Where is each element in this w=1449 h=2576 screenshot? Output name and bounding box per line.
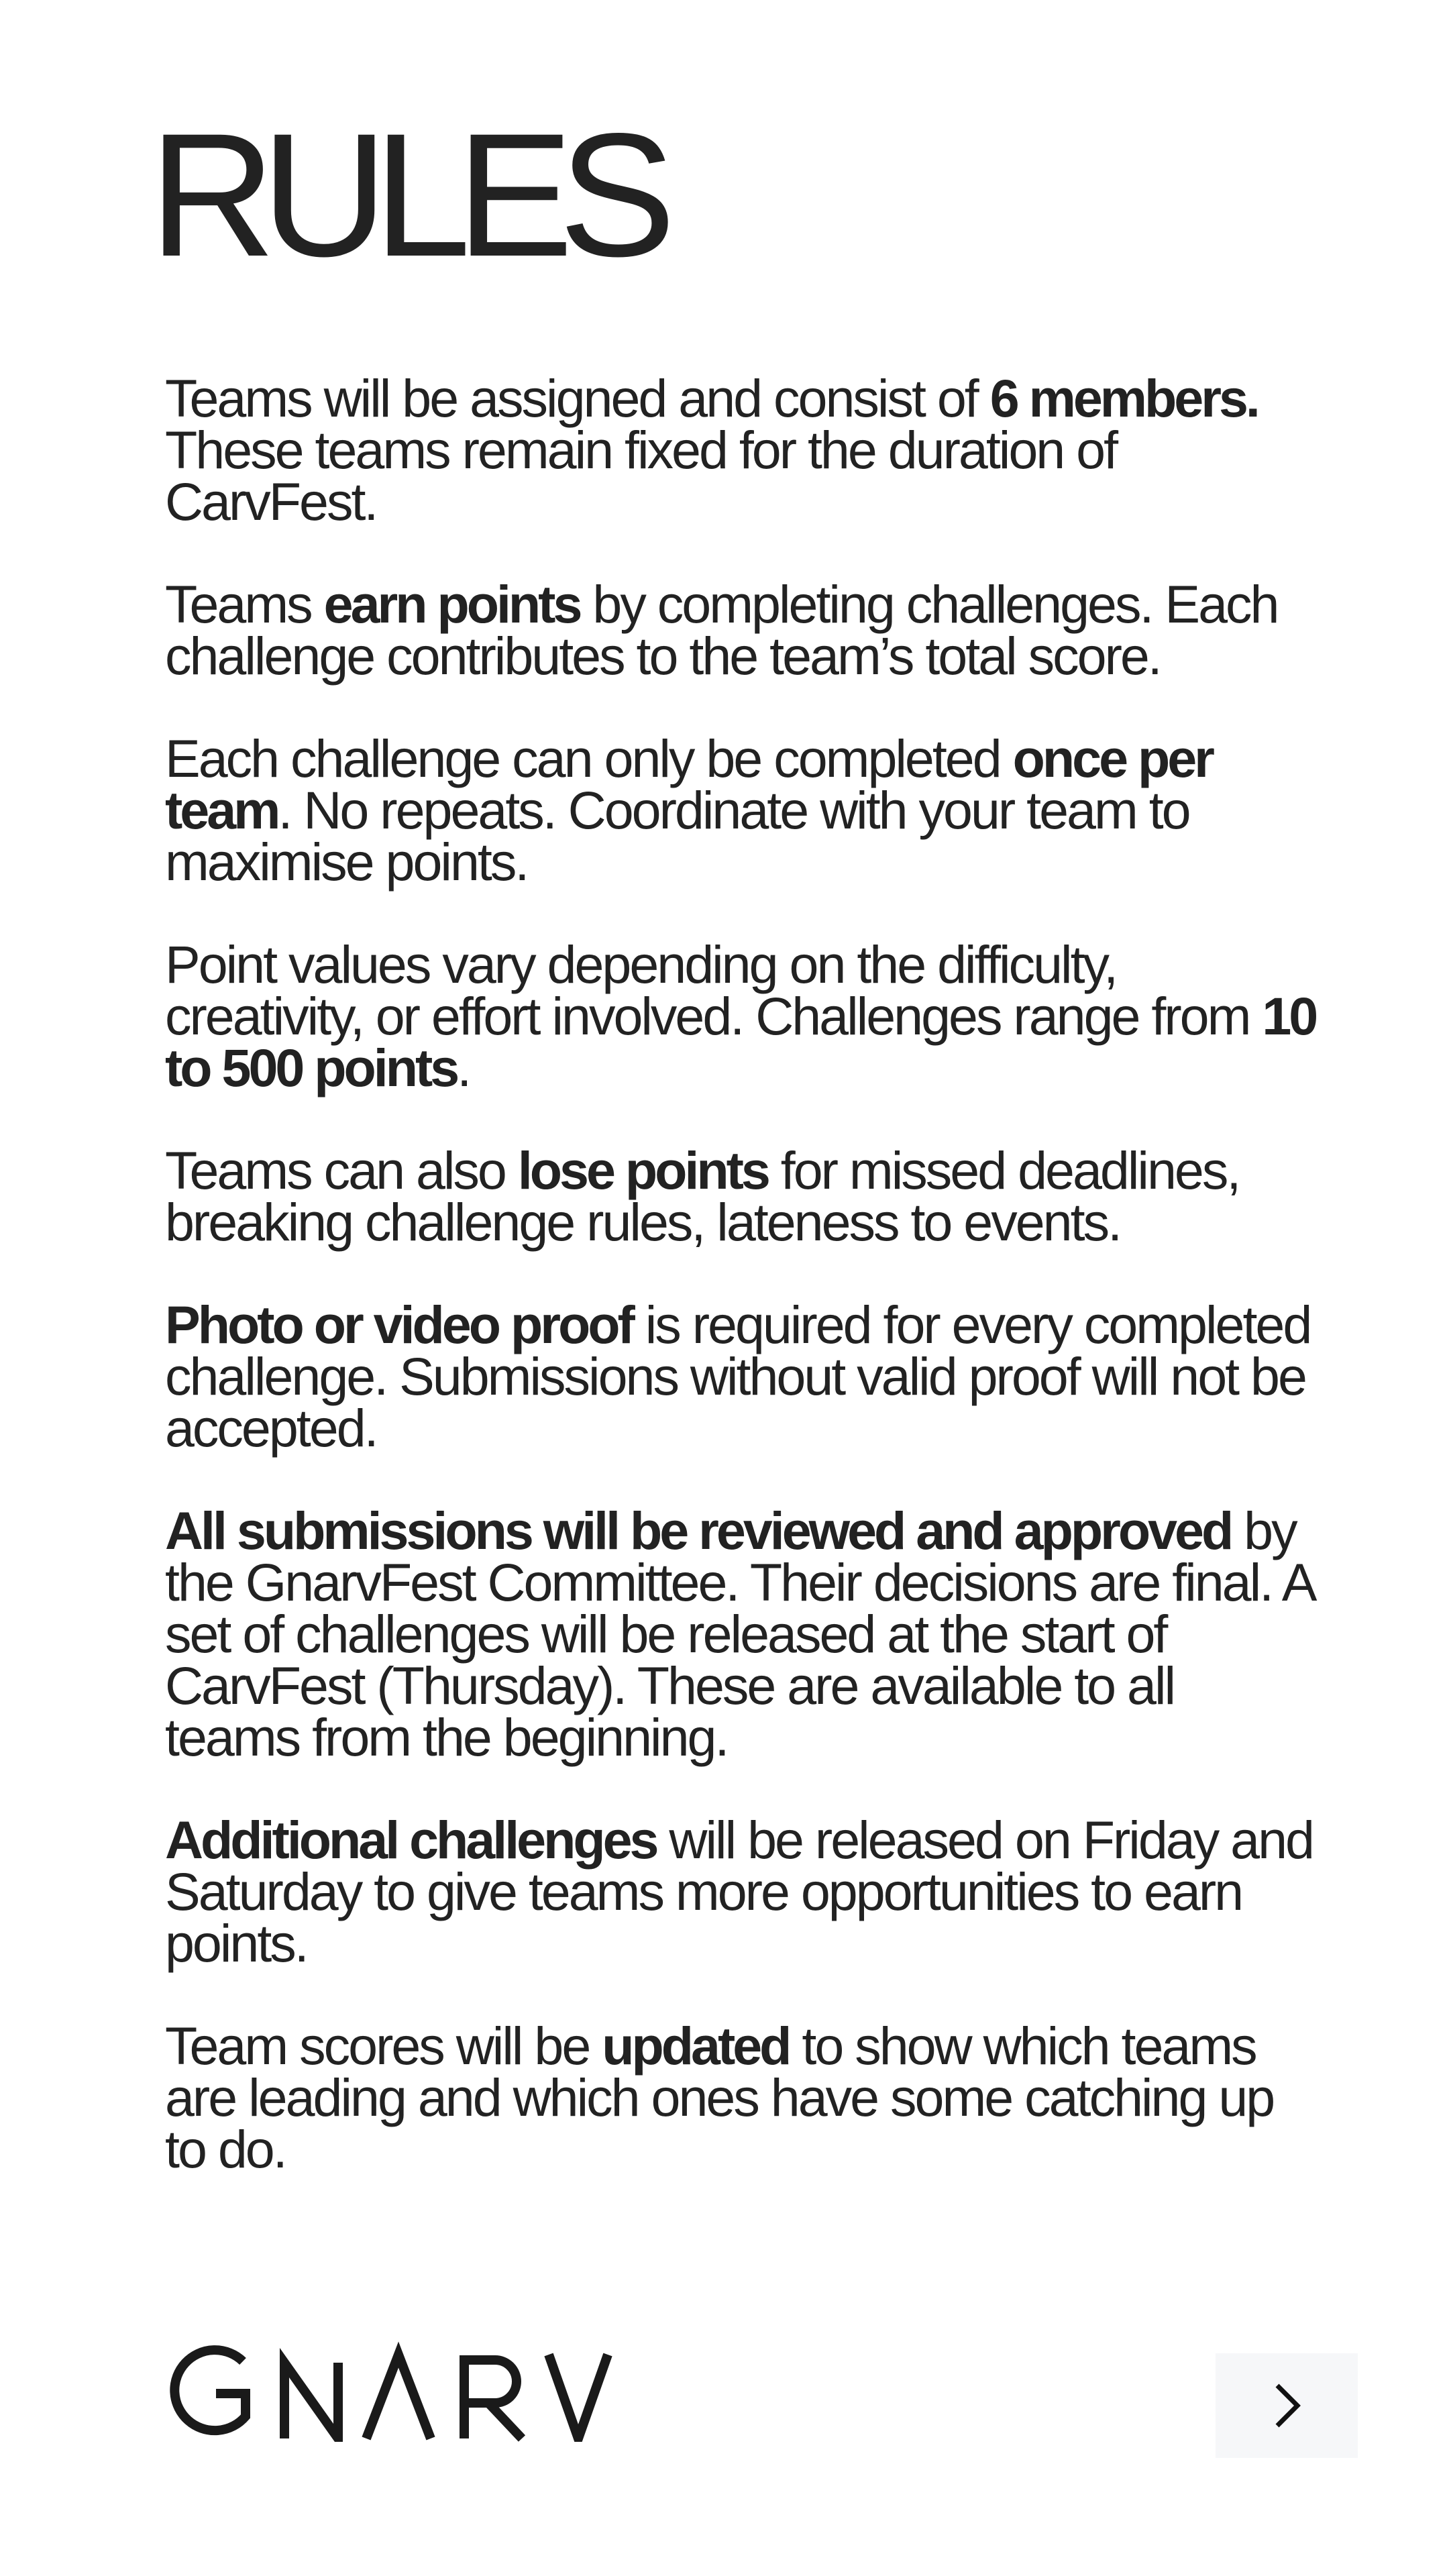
rule-text: Team scores will be <box>165 2016 602 2076</box>
rule-paragraph <box>165 368 1319 531</box>
rule-text: by the GnarvFest Committee. Their decisions are final. A set of challenges will be released at the start of CarvFest (Thursday). These are available to all teams from the beginning. <box>165 1501 1313 1767</box>
rule-emphasis: earn points <box>323 574 580 634</box>
page-title: RULES <box>149 97 661 293</box>
rule-emphasis: All submissions will be reviewed and approved <box>165 1501 1232 1560</box>
rule-text: Teams <box>165 574 324 634</box>
rule-paragraph <box>165 574 1319 686</box>
rule-text: . No repeats. Coordinate with your team to maximise points. <box>165 780 1189 892</box>
rule-text: Point values vary depending on the difficulty, creativity, or effort involved. Challenges range from <box>165 934 1263 1046</box>
rule-paragraph <box>165 1295 1319 1458</box>
rules-list <box>165 368 1319 2226</box>
rule-emphasis: 6 members. <box>989 368 1258 428</box>
rule-text: Teams can also <box>165 1140 518 1200</box>
rule-text: will be released on Friday and Saturday to give teams more opportunities to earn points. <box>165 1810 1313 1973</box>
next-button[interactable] <box>1216 2353 1358 2458</box>
rule-paragraph <box>165 1501 1319 1767</box>
rule-text: to show which teams are leading and which ones have some catching up to do. <box>165 2016 1274 2179</box>
rule-paragraph <box>165 1140 1319 1252</box>
rule-text: These teams remain fixed for the duration of CarvFest. <box>165 420 1117 531</box>
rule-emphasis: 10 to 500 points <box>165 986 1316 1097</box>
rule-paragraph <box>165 729 1319 892</box>
gnarv-logo <box>160 2341 649 2442</box>
rule-paragraph <box>165 1810 1319 1973</box>
rule-emphasis: updated <box>602 2016 790 2076</box>
rule-emphasis: Additional challenges <box>165 1810 657 1870</box>
rule-text: Teams will be assigned and consist of <box>165 368 990 428</box>
rule-emphasis: once per team <box>165 729 1212 840</box>
rule-text: by completing challenges. Each challenge contributes to the team’s total score. <box>165 574 1278 686</box>
rule-paragraph <box>165 934 1319 1097</box>
rule-text: is required for every completed challenge. Submissions without valid proof will not be accepted. <box>165 1295 1311 1458</box>
chevron-right-icon <box>1260 2379 1313 2432</box>
rule-emphasis: lose points <box>517 1140 768 1200</box>
rule-text: for missed deadlines, breaking challenge rules, lateness to events. <box>165 1140 1240 1252</box>
rule-text: Each challenge can only be completed <box>165 729 1013 788</box>
rule-paragraph <box>165 2016 1319 2179</box>
rule-emphasis: Photo or video proof <box>165 1295 633 1354</box>
rule-text: . <box>457 1038 470 1097</box>
